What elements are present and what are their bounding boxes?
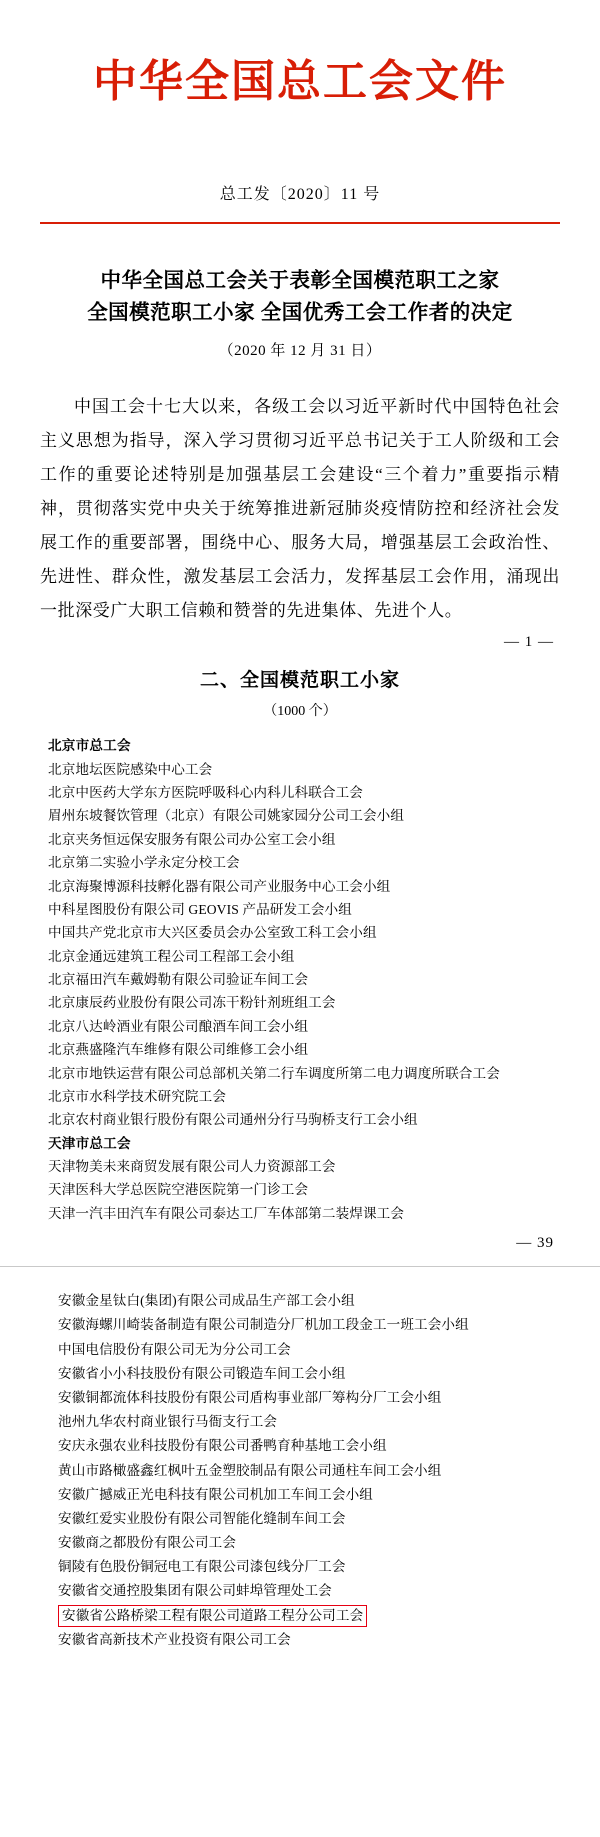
title-line-2: 全国模范职工小家 全国优秀工会工作者的决定 <box>87 301 513 324</box>
list-item: 中国电信股份有限公司无为分公司工会 <box>58 1341 291 1357</box>
list-item: 安徽省小小科技股份有限公司锻造车间工会小组 <box>58 1365 346 1381</box>
list-item: 池州九华农村商业银行马衙支行工会 <box>58 1414 278 1430</box>
list-item: 安徽海螺川崎装备制造有限公司制造分厂机加工段金工一班工会小组 <box>58 1317 469 1333</box>
award-list-page-39 <box>0 734 600 1225</box>
list-item: 北京市水科学技术研究院工会 <box>48 1088 227 1104</box>
list-item: 安徽金星钛白(集团)有限公司成品生产部工会小组 <box>58 1293 355 1309</box>
list-item: 安庆永强农业科技股份有限公司番鸭育种基地工会小组 <box>58 1438 387 1454</box>
list-item: 黄山市路橄盛鑫红枫叶五金塑胶制品有限公司通柱车间工会小组 <box>58 1462 442 1478</box>
red-divider-rule <box>40 222 560 224</box>
masthead-title: 中华全国总工会文件 <box>93 57 507 106</box>
list-item: 北京地坛医院感染中心工会 <box>48 761 213 777</box>
list-item: 北京燕盛隆汽车维修有限公司维修工会小组 <box>48 1042 309 1058</box>
document-title-block <box>0 266 600 361</box>
list-item: 天津一汽丰田汽车有限公司泰达工厂车体部第二装焊课工会 <box>48 1205 405 1221</box>
masthead <box>0 4 600 109</box>
list-item: 铜陵有色股份铜冠电工有限公司漆包线分厂工会 <box>58 1559 346 1575</box>
list-item: 中科星图股份有限公司 GEOVIS 产品研发工会小组 <box>48 901 352 917</box>
list-item: 安徽省交通控股集团有限公司蚌埠管理处工会 <box>58 1583 332 1599</box>
page-divider <box>0 1266 600 1287</box>
list-item: 北京中医药大学东方医院呼吸科心内科儿科联合工会 <box>48 785 363 801</box>
list-item: 天津物美未来商贸发展有限公司人力资源部工会 <box>48 1159 336 1175</box>
list-item: 安徽广撼威正光电科技有限公司机加工车间工会小组 <box>58 1486 373 1502</box>
highlighted-list-entry: 安徽省公路桥梁工程有限公司道路工程分公司工会 <box>58 1605 367 1627</box>
list-item: 北京夹务恒远保安服务有限公司办公室工会小组 <box>48 831 336 847</box>
list-item: 北京海聚博源科技孵化器有限公司产业服务中心工会小组 <box>48 878 391 894</box>
section-count: （1000 个） <box>263 704 337 720</box>
list-group-title: 北京市总工会 <box>48 738 131 754</box>
title-line-1: 中华全国总工会关于表彰全国模范职工之家 <box>100 269 500 292</box>
list-item: 北京福田汽车戴姆勒有限公司验证车间工会 <box>48 972 309 988</box>
body-section <box>0 390 600 628</box>
section-heading: 二、全国模范职工小家 <box>199 670 400 692</box>
page-number-39: — 39 <box>516 1235 554 1252</box>
list-item: 安徽红爱实业股份有限公司智能化缝制车间工会 <box>58 1510 346 1526</box>
list-item: 安徽省高新技术产业投资有限公司工会 <box>58 1631 291 1647</box>
list-item: 天津医科大学总医院空港医院第一门诊工会 <box>48 1182 309 1198</box>
list-group-title: 天津市总工会 <box>48 1135 131 1151</box>
list-item: 眉州东坡餐饮管理（北京）有限公司姚家园分公司工会小组 <box>48 808 405 824</box>
list-item: 北京金通远建筑工程公司工程部工会小组 <box>48 948 295 964</box>
list-item: 安徽商之都股份有限公司工会 <box>58 1535 237 1551</box>
list-item <box>58 1604 562 1628</box>
title-date: （2020 年 12 月 31 日） <box>218 343 382 360</box>
list-item: 北京康辰药业股份有限公司冻干粉针剂班组工会 <box>48 995 336 1011</box>
list-item: 中国共产党北京市大兴区委员会办公室致工科工会小组 <box>48 925 377 941</box>
body-paragraph: 中国工会十七大以来，各级工会以习近平新时代中国特色社会主义思想为指导，深入学习贯彻习近平总书记关于工人阶级和工会工作的重要论述特别是加强基层工会建设“三个着力”重要指示精神，贯彻落实党中央关于统筹推进新冠肺炎疫情防控和经济社会发展工作的重要部署，围绕中心、服务大局，增强基层工会政治性、先进性、群众性，激发基层工会活力，发挥基层工会作用，涌现出一批深受广大职工信赖和赞誉的先进集体、先进个人。 <box>40 397 560 621</box>
list-item: 北京农村商业银行股份有限公司通州分行马驹桥支行工会小组 <box>48 1112 418 1128</box>
page-number-first: — 1 — <box>504 634 554 651</box>
list-item: 北京市地铁运营有限公司总部机关第二行车调度所第二电力调度所联合工会 <box>48 1065 500 1081</box>
list-item: 北京第二实验小学永定分校工会 <box>48 855 240 871</box>
document-number: 总工发〔2020〕11 号 <box>219 185 381 203</box>
list-item: 安徽铜都流体科技股份有限公司盾构事业部厂筹构分厂工会小组 <box>58 1389 442 1405</box>
award-list-page-next <box>0 1289 600 1668</box>
list-item: 北京八达岭酒业有限公司酿酒车间工会小组 <box>48 1018 309 1034</box>
